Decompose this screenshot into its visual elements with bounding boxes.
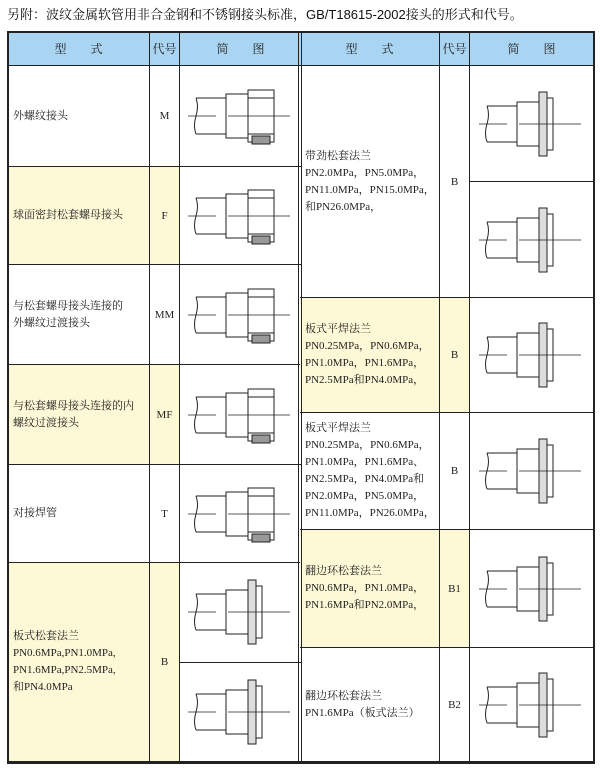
fitting-code: B (440, 413, 470, 530)
fitting-type: 翻边环松套法兰 PN0.6MPa，PN1.0MPa， PN1.6MPa和PN2.0MPa， (305, 565, 425, 611)
fitting-type: 球面密封松套螺母接头 (13, 209, 123, 221)
fitting-code: F (150, 167, 180, 265)
fitting-code: MF (150, 365, 180, 465)
fitting-code: B2 (440, 648, 470, 762)
fitting-code: B (440, 298, 470, 413)
fitting-code: MM (150, 265, 180, 365)
fitting-type: 带劲松套法兰 PN2.0MPa，PN5.0MPa， PN11.0MPa，PN15.0MPa， 和PN26.0MPa， (305, 149, 435, 213)
fitting-type: 板式平焊法兰 PN0.25MPa，PN0.6MPa， PN1.0MPa，PN1.6MPa、 PN2.5MPa，PN4.0MPa和 PN2.0MPa，PN5.0MPa， PN11.0MPa，PN26.0MPa， (305, 422, 435, 519)
fitting-type: 对接焊管 (13, 507, 57, 519)
fitting-type: 外螺纹接头 (13, 109, 68, 122)
header-drawing: 简 图 (470, 32, 594, 66)
page-title: 另附：波纹金属软管用非合金钢和不锈钢接头标准，GB/T18615-2002接头的形式和代号。 (7, 7, 523, 22)
fitting-type: 板式松套法兰 PN0.6MPa,PN1.0MPa, PN1.6MPa,PN2.5MPa, 和PN4.0MPa (13, 630, 116, 693)
header-type: 型 式 (300, 32, 440, 66)
header-type: 型 式 (8, 32, 150, 66)
fitting-code: B (440, 66, 470, 298)
header-code: 代号 (150, 32, 180, 66)
header-drawing: 简 图 (180, 32, 302, 66)
center-divider (298, 31, 302, 764)
fitting-code: M (150, 66, 180, 167)
header-code: 代号 (440, 32, 470, 66)
fitting-code: T (150, 465, 180, 563)
fitting-type: 与松套螺母接头连接的 外螺纹过渡接头 (13, 299, 123, 329)
fitting-code: B1 (440, 530, 470, 648)
fitting-type: 与松套螺母接头连接的内 螺纹过渡接头 (13, 399, 134, 429)
fitting-type: 板式平焊法兰 PN0.25MPa，PN0.6MPa， PN1.0MPa，PN1.6MPa， PN2.5MPa和PN4.0MPa， (305, 323, 430, 386)
fitting-code: B (150, 563, 180, 762)
fitting-type: 翻边环松套法兰 PN1.6MPa（板式法兰） (305, 689, 420, 719)
